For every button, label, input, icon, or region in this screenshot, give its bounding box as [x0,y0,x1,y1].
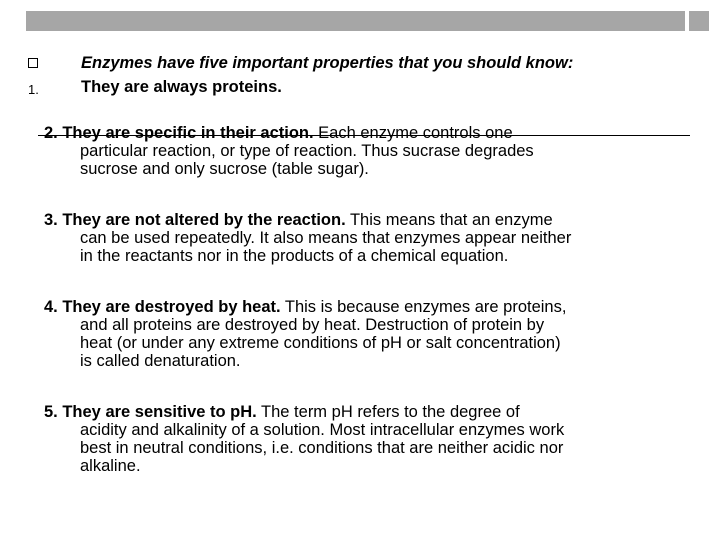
paragraph-line: sucrose and only sucrose (table sugar). [80,160,369,178]
paragraph-line: can be used repeatedly. It also means that enzymes appear neither [80,229,572,247]
item-1-text: They are always proteins. [81,78,282,96]
intro-heading: Enzymes have five important properties that you should know: [81,54,574,72]
property-5-paragraph [44,403,694,475]
property-3-lead: 3. They are not altered by the reaction. [44,211,346,229]
header-bar [26,11,685,31]
paragraph-line [44,124,694,142]
paragraph-line: and all proteins are destroyed by heat. Destruction of protein by [80,316,545,334]
property-4-paragraph [44,298,694,370]
paragraph-text: This is because enzymes are proteins, [280,298,567,316]
paragraph-line [44,211,694,229]
paragraph-text: This means that an enzyme [345,211,553,229]
square-bullet-icon [28,58,38,68]
paragraph-line: heat (or under any extreme conditions of pH or salt concentration) [80,334,561,352]
paragraph-line [44,403,694,421]
paragraph-line [44,298,694,316]
item-1-marker: 1. [28,82,39,97]
paragraph-line: best in neutral conditions, i.e. conditions that are neither acidic nor [80,439,564,457]
paragraph-line: acidity and alkalinity of a solution. Most intracellular enzymes work [80,421,565,439]
header-corner-square [689,11,709,31]
paragraph-line: in the reactants nor in the products of a chemical equation. [80,247,509,265]
paragraph-text: The term pH refers to the degree of [256,403,520,421]
property-2-paragraph [44,124,694,178]
paragraph-line: particular reaction, or type of reaction. Thus sucrase degrades [80,142,534,160]
property-4-lead: 4. They are destroyed by heat. [44,298,281,316]
property-2-lead: 2. They are specific in their action. [44,124,314,142]
paragraph-line: is called denaturation. [80,352,241,370]
paragraph-text: Each enzyme controls one [313,124,513,142]
paragraph-line: alkaline. [80,457,141,475]
property-3-paragraph [44,211,694,265]
property-5-lead: 5. They are sensitive to pH. [44,403,257,421]
